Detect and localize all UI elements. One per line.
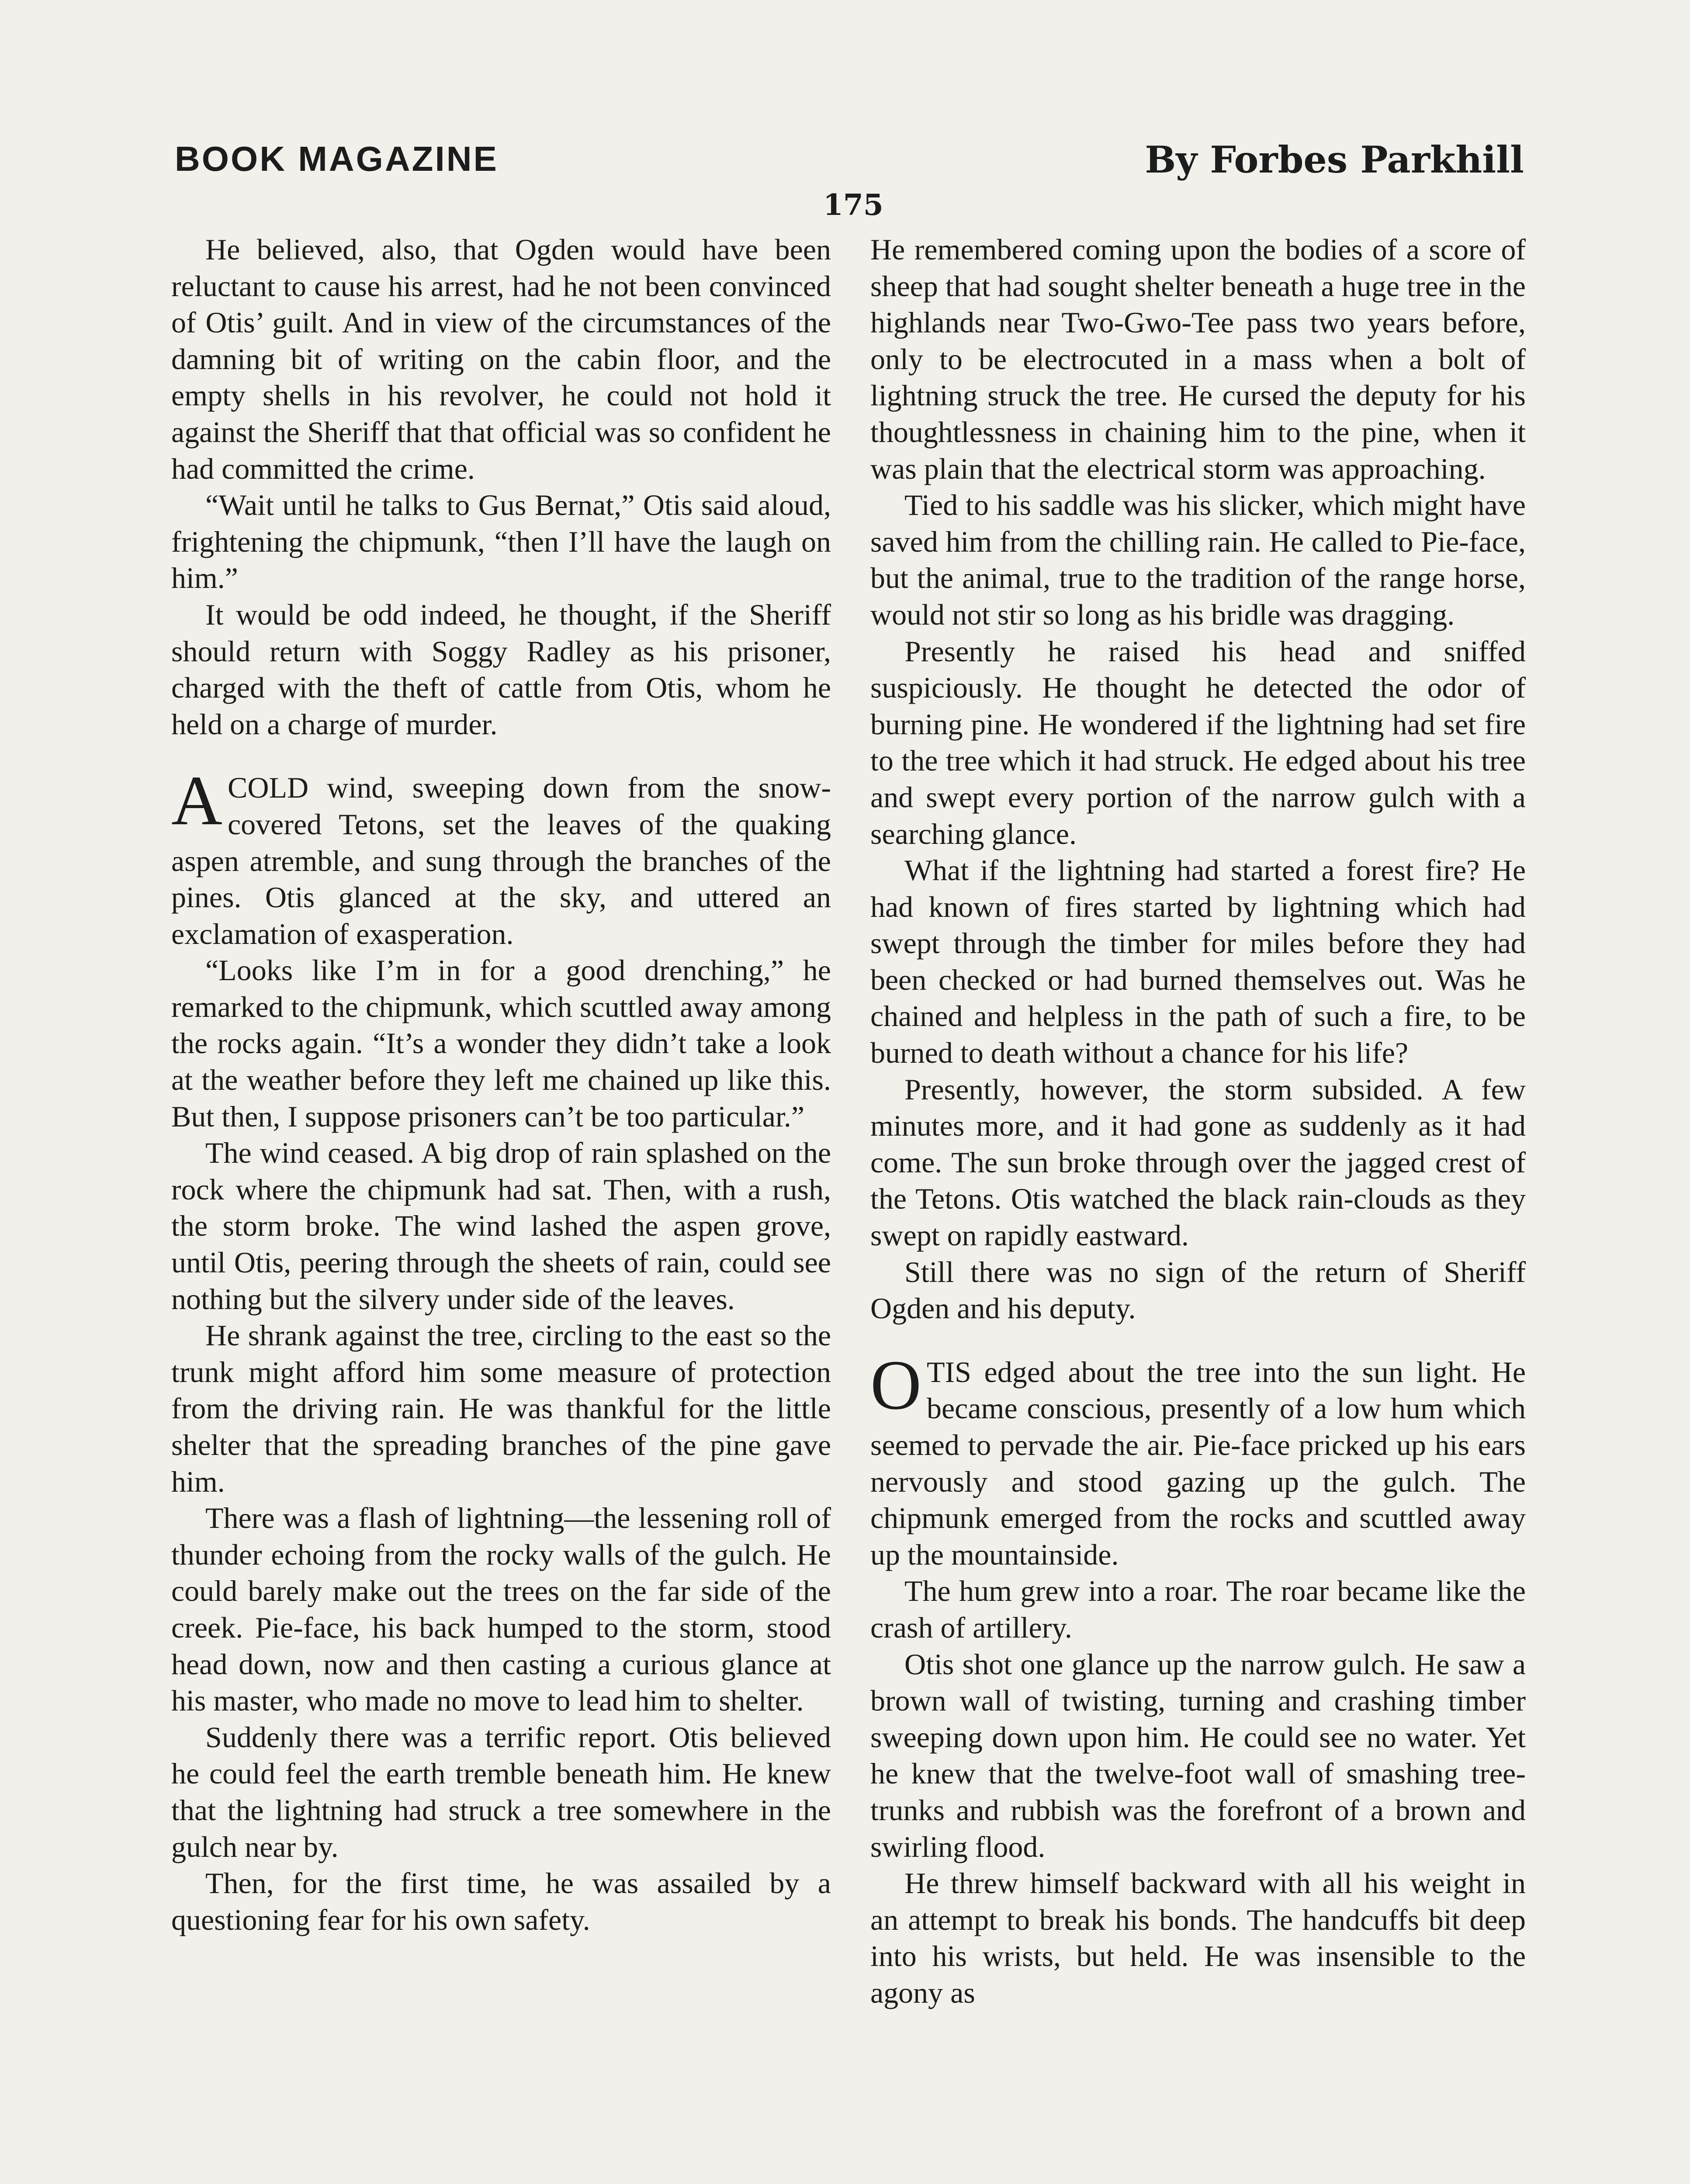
page-number: 175 <box>823 188 883 222</box>
paragraph: He believed, also, that Ogden would have been reluctant to cause his arrest, had he not been convinced of Otis’ guilt. And in view of the circumstances of the damning bit of writing on the cabin floor, and the empty shells in his revolver, he could not hold it against the Sheriff that that official was so confident he had committed the crime. <box>171 233 831 485</box>
text-column-right <box>870 232 1526 2011</box>
paragraph: Presently he raised his head and sniffed suspiciously. He thought he detected the odor of burning pine. He wondered if the lightning had set fire to the tree which it had struck. He edged about his tree and swept every portion of the narrow gulch with a searching glance. <box>870 634 1526 850</box>
paragraph: Still there was no sign of the return of Sheriff Ogden and his deputy. <box>870 1255 1526 1325</box>
drop-cap: O <box>870 1346 921 1424</box>
magazine-title: BOOK MAGAZINE <box>175 139 499 178</box>
paragraph: The hum grew into a roar. The roar became like the crash of artillery. <box>870 1574 1526 1644</box>
paragraph: He shrank against the tree, circling to the east so the trunk might afford him some measure of protection from the driving rain. He was thankful for the little shelter that the spreading branches of the pine gave him. <box>171 1319 831 1498</box>
paragraph: Otis shot one glance up the narrow gulch. He saw a brown wall of twisting, turning and crashing timber sweeping down upon him. He could see no water. Yet he knew that the twelve-foot wall of smashing tree-trunks and rubbish was the forefront of a brown and swirling flood. <box>870 1647 1526 1863</box>
paragraph: What if the lightning had started a forest fire? He had known of fires started by lightning which had swept through the timber for miles before they had been checked or had burned themselves out. Was he chained and helpless in the path of such a fire, to be burned to death without a chance for his life? <box>870 854 1526 1070</box>
paragraph: He remembered coming upon the bodies of a score of sheep that had sought shelter beneath a huge tree in the highlands near Two-Gwo-Tee pass two years before, only to be electrocuted in a mass when a bolt of lightning struck the tree. He cursed the deputy for his thoughtlessness in chaining him to the pine, when it was plain that the electrical storm was approaching. <box>870 233 1526 485</box>
paragraph: “Wait until he talks to Gus Bernat,” Otis said aloud, frightening the chipmunk, “then I’ll have the laugh on him.” <box>171 488 831 595</box>
paragraph: Presently, however, the storm subsided. A few minutes more, and it had gone as suddenly as it had come. The sun broke through over the jagged crest of the Tetons. Otis watched the black rain-clouds as they swept on rapidly eastward. <box>870 1072 1526 1252</box>
paragraph: The wind ceased. A big drop of rain splashed on the rock where the chipmunk had sat. Then, with a rush, the storm broke. The wind lashed the aspen grove, until Otis, peering through the sheets of rain, could see nothing but the silvery under side of the leaves. <box>171 1136 831 1316</box>
paragraph: He threw himself backward with all his weight in an attempt to break his bonds. The handcuffs bit deep into his wrists, but held. He was insensible to the agony as <box>870 1866 1526 2009</box>
paragraph: Then, for the first time, he was assailed by a questioning fear for his own safety. <box>171 1866 831 1936</box>
paragraph: Tied to his saddle was his slicker, which might have saved him from the chilling rain. He called to Pie-face, but the animal, true to the tradition of the range horse, would not stir so long as his bridle was dragging. <box>870 488 1526 631</box>
text-column-left <box>171 232 831 1938</box>
paragraph: It would be odd indeed, he thought, if the Sheriff should return with Soggy Radley as his prisoner, charged with the theft of cattle from Otis, whom he held on a charge of murder. <box>171 598 831 741</box>
section-opening-paragraph: A COLD wind, sweeping down from the snow-covered Tetons, set the leaves of the quaking aspen atremble, and sung through the branches of the pines. Otis glanced at the sky, and uttered an exclamation of exasperation. <box>171 762 831 950</box>
paragraph: There was a flash of lightning—the lessening roll of thunder echoing from the rocky walls of the gulch. He could barely make out the trees on the far side of the creek. Pie-face, his back humped to the storm, stood head down, now and then casting a curious glance at his master, who made no move to lead him to shelter. <box>171 1501 831 1717</box>
paragraph: “Looks like I’m in for a good drenching,” he remarked to the chipmunk, which scuttled away among the rocks again. “It’s a wonder they didn’t take a look at the weather before they left me chained up like this. But then, I suppose prisoners can’t be too particular.” <box>171 954 831 1133</box>
author-byline: By Forbes Parkhill <box>1145 138 1524 181</box>
drop-cap: A <box>171 762 222 840</box>
section-opening-paragraph: OTIS edged about the tree into the sun light. He became conscious, presently of a low hum which seemed to pervade the air. Pie-face pricked up his ears nervously and stood gazing up the gulch. The chipmunk emerged from the rocks and scuttled away up the mountainside. <box>870 1346 1526 1571</box>
paragraph: Suddenly there was a terrific report. Otis believed he could feel the earth tremble beneath him. He knew that the lightning had struck a tree somewhere in the gulch near by. <box>171 1720 831 1863</box>
